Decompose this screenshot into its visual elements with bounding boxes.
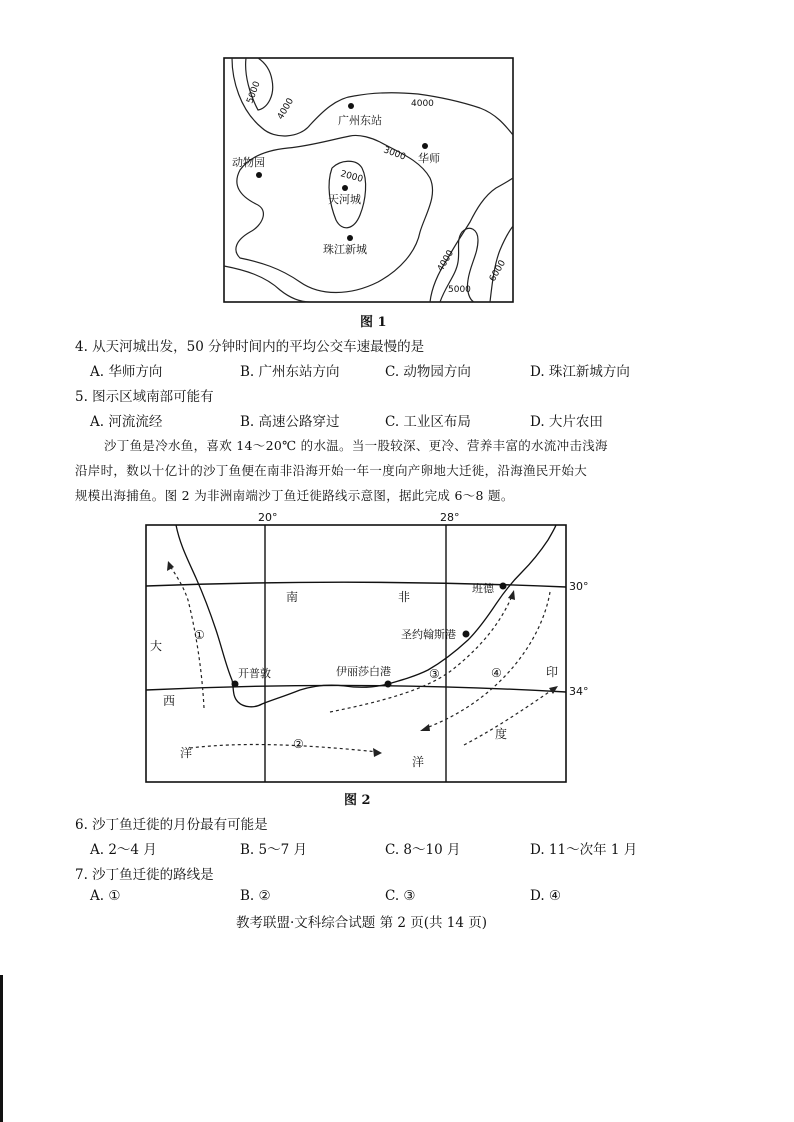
question-5-stem: 5. 图示区域南部可能有 — [75, 389, 214, 405]
label-lon-20: 20° — [258, 511, 278, 524]
route-3 — [330, 596, 512, 712]
question-5-option-d[interactable]: D. 大片农田 — [530, 414, 603, 430]
route-label-1: ① — [194, 628, 205, 642]
contour-label-2000: 2000 — [339, 169, 364, 185]
question-7-option-d[interactable]: D. ④ — [530, 888, 562, 904]
question-4-stem: 4. 从天河城出发，50 分钟时间内的平均公交车速最慢的是 — [75, 339, 425, 355]
region-yang-w: 洋 — [180, 746, 193, 760]
page-footer: 教考联盟·文科综合试题 第 2 页(共 14 页) — [236, 915, 488, 931]
region-yin: 印 — [546, 665, 559, 679]
route-2 — [190, 745, 378, 752]
region-nan: 南 — [286, 590, 299, 604]
question-7-stem: 7. 沙丁鱼迁徙的路线是 — [75, 867, 214, 883]
label-tianhe: 天河城 — [328, 193, 361, 206]
question-5-option-a[interactable]: A. 河流流经 — [90, 414, 163, 430]
dot-durban — [500, 583, 507, 590]
label-durban: 班德 — [472, 582, 494, 595]
route-4b-arrowhead — [549, 686, 558, 694]
passage-line-3: 规模出海捕鱼。图 2 为非洲南端沙丁鱼迁徙路线示意图，据此完成 6～8 题。 — [75, 488, 514, 503]
label-guangzhou-east: 广州东站 — [338, 114, 382, 127]
figure-1-caption: 图 1 — [360, 315, 387, 330]
question-6-option-c[interactable]: C. 8～10 月 — [385, 842, 461, 858]
question-6-option-a[interactable]: A. 2～4 月 — [90, 842, 157, 858]
parallel-34 — [146, 685, 566, 692]
route-2-arrowhead — [373, 748, 382, 757]
question-4-option-d[interactable]: D. 珠江新城方向 — [530, 364, 630, 380]
route-1-arrowhead — [167, 561, 174, 571]
dot-port-st-johns — [463, 631, 470, 638]
question-5-option-c[interactable]: C. 工业区布局 — [385, 414, 471, 430]
contour-label-6000: 6000 — [487, 258, 509, 284]
region-du: 度 — [495, 727, 508, 741]
label-cape-town: 开普敦 — [238, 667, 271, 680]
route-4-arrowhead — [420, 724, 430, 731]
label-port-st-johns: 圣约翰斯港 — [401, 628, 456, 641]
route-4b — [464, 690, 552, 745]
contour-label-4000-right: 4000 — [435, 248, 457, 274]
passage-line-2: 沿岸时，数以十亿计的沙丁鱼便在南非沿海开始一年一度向产卵地大迁徙，沿海渔民开始大 — [75, 463, 588, 478]
label-port-elizabeth: 伊丽莎白港 — [336, 665, 391, 678]
question-7-option-b[interactable]: B. ② — [240, 888, 271, 904]
region-da: 大 — [150, 639, 163, 653]
label-zhujiang: 珠江新城 — [323, 243, 367, 256]
dot-cape-town — [232, 681, 239, 688]
question-6-stem: 6. 沙丁鱼迁徙的月份最有可能是 — [75, 817, 268, 833]
route-label-4: ④ — [491, 666, 502, 680]
label-lon-28: 28° — [440, 511, 460, 524]
label-zoo: 动物园 — [232, 156, 265, 169]
contour-label-4000-left: 4000 — [275, 96, 297, 122]
figure-2-caption: 图 2 — [344, 793, 371, 808]
contour-label-3000: 3000 — [381, 145, 407, 163]
label-lat-30: 30° — [569, 580, 589, 593]
contour-label-4000-top: 4000 — [411, 99, 434, 109]
question-7-option-c[interactable]: C. ③ — [385, 888, 416, 904]
route-label-3: ③ — [429, 667, 440, 681]
question-4-option-c[interactable]: C. 动物园方向 — [385, 364, 471, 380]
scan-edge-mark — [0, 975, 3, 1122]
region-fei: 非 — [398, 590, 411, 604]
route-3-arrowhead — [508, 590, 515, 600]
contour-label-5000-bottom: 5000 — [448, 285, 471, 295]
region-xi: 西 — [163, 694, 176, 708]
dot-port-elizabeth — [385, 681, 392, 688]
label-lat-34: 34° — [569, 685, 589, 698]
passage-line-1: 沙丁鱼是冷水鱼，喜欢 14～20℃ 的水温。当一股较深、更冷、营养丰富的水流冲击浅海 — [104, 438, 608, 453]
question-7-option-a[interactable]: A. ① — [90, 888, 121, 904]
question-6-option-b[interactable]: B. 5～7 月 — [240, 842, 307, 858]
question-6-option-d[interactable]: D. 11～次年 1 月 — [530, 842, 638, 858]
region-yang-e: 洋 — [412, 755, 425, 769]
contour-label-5000-left: 5000 — [245, 80, 263, 106]
question-5-option-b[interactable]: B. 高速公路穿过 — [240, 414, 340, 430]
route-label-2: ② — [293, 737, 304, 751]
question-4-option-a[interactable]: A. 华师方向 — [90, 364, 163, 380]
question-4-option-b[interactable]: B. 广州东站方向 — [240, 364, 340, 380]
label-huashi: 华师 — [418, 152, 440, 165]
figure-2-frame — [146, 525, 566, 782]
